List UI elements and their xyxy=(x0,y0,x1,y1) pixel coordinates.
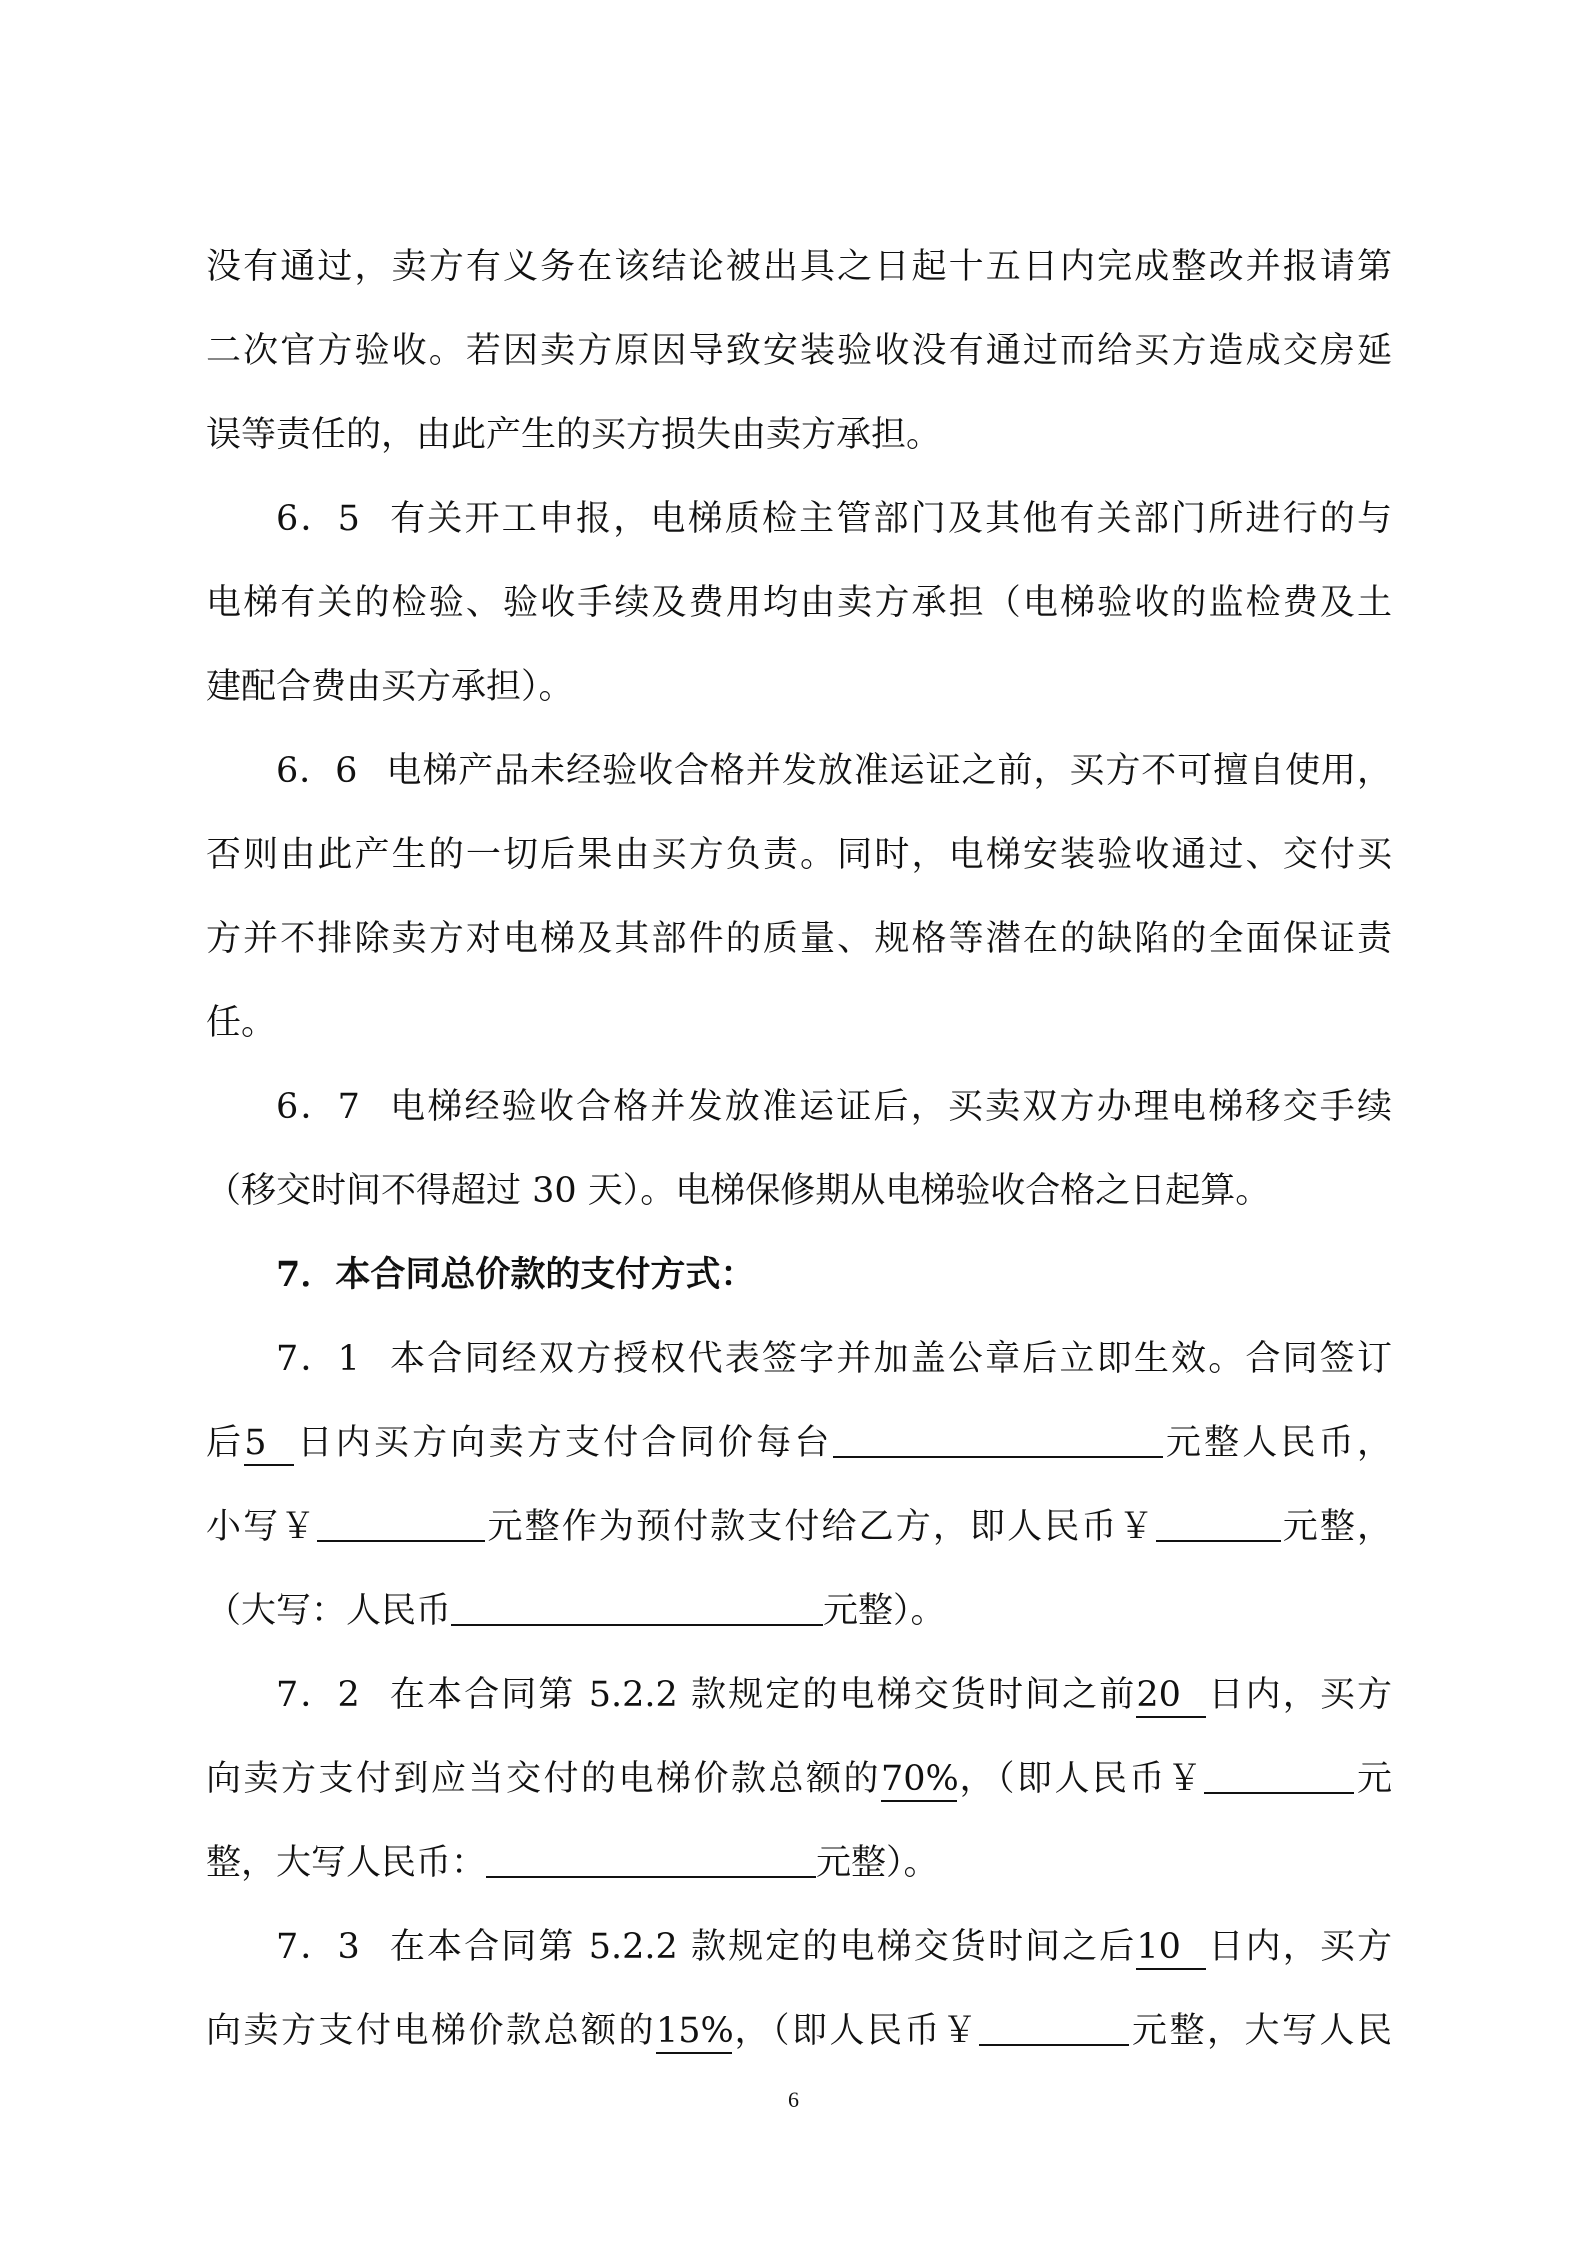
clause-number: 6．7 xyxy=(276,1087,360,1127)
clause-6-5-line: 6．5 有关开工申报，电梯质检主管部门及其他有关部门所进行的与 xyxy=(276,499,1392,539)
clause-6-6-line: 方并不排除卖方对电梯及其部件的质量、规格等潜在的缺陷的全面保证责 xyxy=(206,919,1392,959)
blank-field xyxy=(833,1420,1163,1458)
clause-number: 7．1 xyxy=(276,1339,360,1379)
clause-6-7-line: （移交时间不得超过 30 天）。电梯保修期从电梯验收合格之日起算。 xyxy=(206,1171,1271,1211)
paragraph-line: 二次官方验收。若因卖方原因导致安装验收没有通过而给买方造成交房延 xyxy=(206,331,1392,371)
days-value: 5 xyxy=(244,1422,294,1466)
blank-field xyxy=(317,1504,485,1542)
clause-number: 7．2 xyxy=(276,1675,360,1715)
clause-6-6-line: 任。 xyxy=(206,1003,277,1043)
clause-6-5-line: 建配合费由买方承担）。 xyxy=(206,667,574,707)
paragraph-line: 误等责任的，由此产生的买方损失由卖方承担。 xyxy=(206,415,942,455)
blank-field xyxy=(979,2008,1129,2046)
clause-6-7-line: 6．7 电梯经验收合格并发放准运证后，买卖双方办理电梯移交手续 xyxy=(276,1087,1392,1127)
percent-value: 70% xyxy=(881,1758,957,1802)
clause-number: 7．3 xyxy=(276,1927,360,1967)
days-value: 10 xyxy=(1136,1926,1206,1970)
blank-field xyxy=(1204,1756,1354,1794)
section-heading: 7．本合同总价款的支付方式： xyxy=(276,1254,756,1295)
days-value: 20 xyxy=(1136,1674,1206,1718)
page-number: 6 xyxy=(788,2087,799,2112)
clause-6-6-line: 否则由此产生的一切后果由买方负责。同时，电梯安装验收通过、交付买 xyxy=(206,835,1392,875)
clause-7-1-line: 后5 日内买方向卖方支付合同价每台 元整人民币， xyxy=(206,1419,1392,1467)
clause-7-2-line: 整，大写人民币： 元整）。 xyxy=(206,1839,1392,1887)
percent-value: 15% xyxy=(656,2010,732,2054)
clause-6-6-line: 6．6 电梯产品未经验收合格并发放准运证之前，买方不可擅自使用， xyxy=(276,751,1392,791)
clause-7-3-line: 7．3 在本合同第 5.2.2 款规定的电梯交货时间之后10 日内，买方 xyxy=(206,1923,1392,1971)
blank-field xyxy=(451,1588,823,1626)
clause-7-1-line: 小写￥ 元整作为预付款支付给乙方，即人民币￥ 元整， xyxy=(206,1503,1392,1551)
clause-number: 6．6 xyxy=(276,751,358,791)
blank-field xyxy=(486,1840,816,1878)
clause-7-1-line: （大写：人民币 元整）。 xyxy=(206,1587,1392,1635)
paragraph-line: 没有通过，卖方有义务在该结论被出具之日起十五日内完成整改并报请第 xyxy=(206,247,1392,287)
clause-7-3-line: 向卖方支付电梯价款总额的15%，（即人民币￥ 元整，大写人民 xyxy=(206,2007,1392,2055)
clause-6-5-line: 电梯有关的检验、验收手续及费用均由卖方承担（电梯验收的监检费及土 xyxy=(206,583,1392,623)
blank-field xyxy=(1156,1504,1281,1542)
clause-7-2-line: 7．2 在本合同第 5.2.2 款规定的电梯交货时间之前20 日内，买方 xyxy=(206,1671,1392,1719)
clause-number: 6．5 xyxy=(276,499,360,539)
clause-7-2-line: 向卖方支付到应当交付的电梯价款总额的70%，（即人民币￥ 元 xyxy=(206,1755,1392,1803)
clause-7-1-line: 7．1 本合同经双方授权代表签字并加盖公章后立即生效。合同签订 xyxy=(276,1339,1392,1379)
